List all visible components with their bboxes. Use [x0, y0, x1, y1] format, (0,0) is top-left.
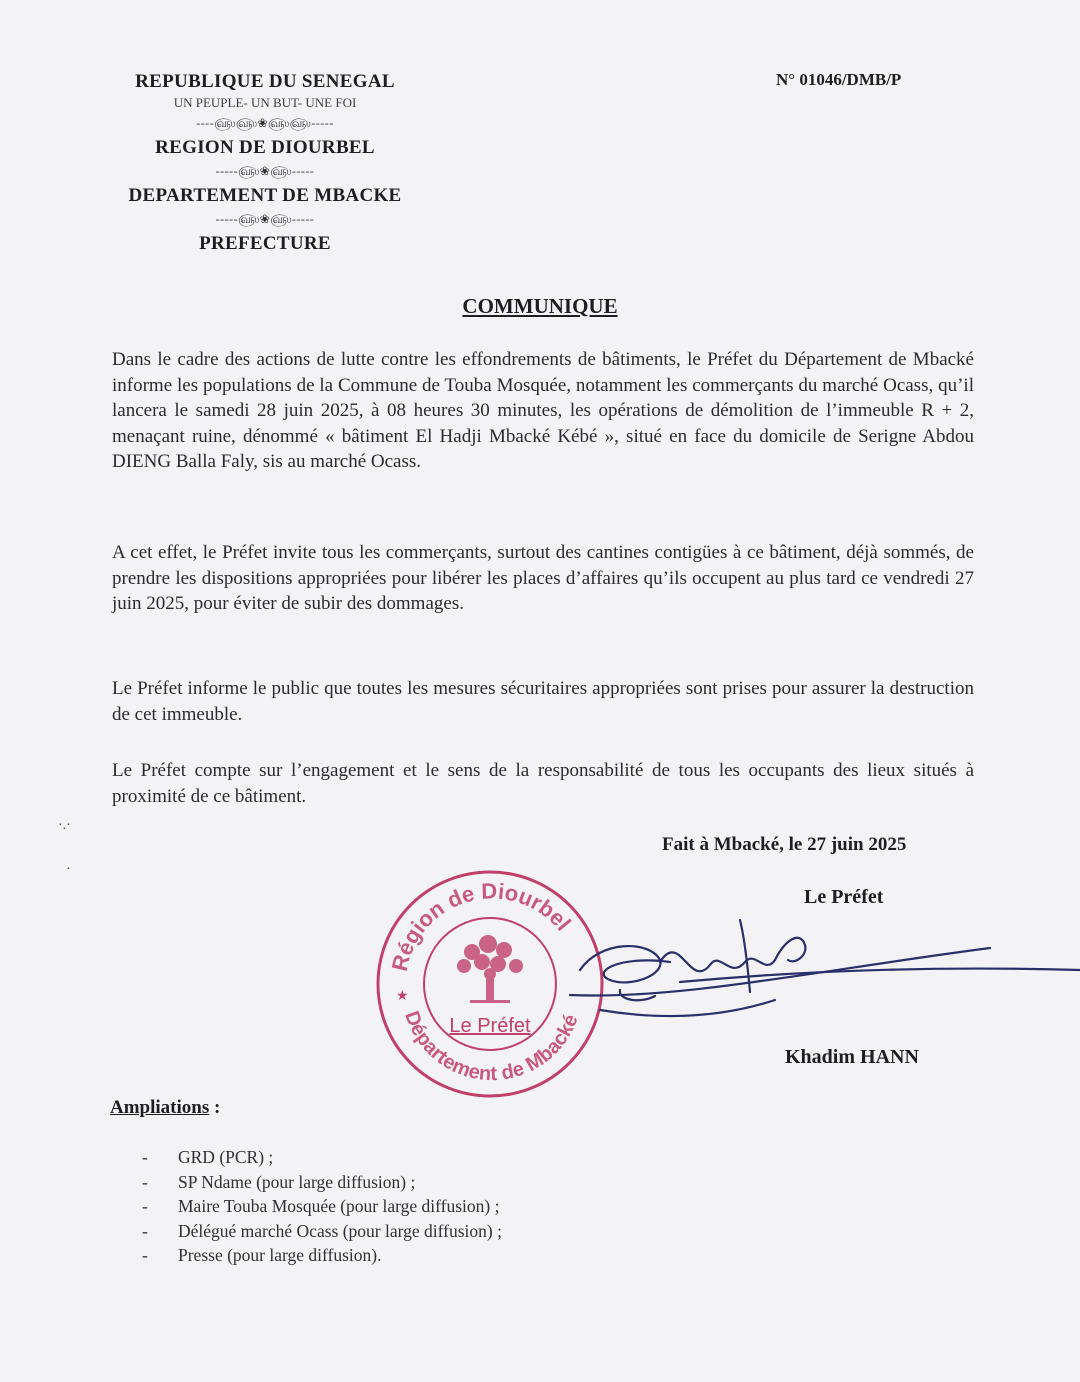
ampliations-list [142, 1145, 502, 1268]
list-dash: - [142, 1220, 148, 1241]
list-item [142, 1170, 502, 1195]
list-item [142, 1194, 502, 1219]
signatory-name: Khadim HANN [785, 1046, 919, 1068]
list-dash: - [142, 1147, 148, 1167]
signatory-title: Le Préfet [804, 886, 884, 908]
department-name: DEPARTEMENT DE MBACKE [128, 185, 402, 206]
letterhead [110, 70, 420, 256]
ornament-divider: ----௵௵❀௵௵----- [196, 116, 334, 130]
list-item [142, 1145, 502, 1170]
svg-text:Région de Diourbel: Région de Diourbel [386, 878, 576, 974]
list-dash: - [142, 1171, 148, 1192]
ornament-divider: -----௵❀௵----- [215, 164, 315, 178]
svg-text:Le Préfet: Le Préfet [449, 1015, 531, 1037]
svg-text:Département de Mbacké: Département de Mbacké [400, 1008, 583, 1086]
paragraph: Dans le cadre des actions de lutte contre les effondrements de bâtiments, le Préfet du Département de Mbacké informe les populations de la Commune de Touba Mosquée, notamment les commerçants du marché Ocass, qu’il lancera le samedi 28 juin 2025, à 08 heures 30 minutes, les opérations de démolition de l’immeuble R + 2, menaçant ruine, dénommé « bâtiment El Hadji Mbacké Kébé », situé en face du domicile de Serigne Abdou DIENG Balla Faly, sis au marché Ocass. [112, 349, 974, 473]
ink-speck: · [66, 862, 71, 877]
region-name: REGION DE DIOURBEL [155, 137, 375, 158]
list-item-text: Délégué marché Ocass (pour large diffusion) ; [178, 1220, 502, 1241]
ink-speck: ·.· [58, 818, 71, 833]
list-item-text: Presse (pour large diffusion). [178, 1245, 382, 1265]
paragraph: Le Préfet informe le public que toutes les mesures sécuritaires appropriées sont prises pour assurer la destruction de cet immeuble. [112, 678, 974, 725]
list-item-text: GRD (PCR) ; [178, 1147, 274, 1167]
place-and-date: Fait à Mbacké, le 27 juin 2025 [662, 834, 907, 855]
ornament-divider: -----௵❀௵----- [215, 212, 315, 226]
list-dash: - [142, 1245, 148, 1265]
list-dash: - [142, 1196, 148, 1216]
republic-name: REPUBLIQUE DU SENEGAL [135, 71, 395, 92]
list-item [142, 1243, 502, 1268]
ampliations-title: Ampliations [110, 1097, 210, 1118]
reference-number: N° 01046/DMB/P [776, 70, 902, 89]
document-title: COMMUNIQUE [462, 294, 618, 318]
list-item-text: SP Ndame (pour large diffusion) ; [178, 1171, 416, 1192]
national-motto: UN PEUPLE- UN BUT- UNE FOI [173, 95, 357, 110]
paragraph: Le Préfet compte sur l’engagement et le sens de la responsabilité de tous les occupants des lieux situés à proximité de ce bâtiment. [112, 760, 974, 807]
ampliations-heading [110, 1097, 220, 1119]
office-name: PREFECTURE [199, 233, 331, 254]
paragraph: A cet effet, le Préfet invite tous les commerçants, surtout des cantines contigües à ce bâtiment, déjà sommés, de prendre les dispositions appropriées pour libérer les places d’affaires qu’ils occupent au plus tard ce vendredi 27 juin 2025, pour éviter de subir des dommages. [112, 542, 974, 615]
handwritten-signature [560, 900, 1080, 1050]
ampliations-colon: : [209, 1097, 221, 1118]
list-item [142, 1219, 502, 1244]
baobab-emblem-icon [457, 935, 523, 1003]
svg-text:★: ★ [396, 989, 409, 1004]
list-item-text: Maire Touba Mosquée (pour large diffusion) ; [178, 1196, 500, 1216]
